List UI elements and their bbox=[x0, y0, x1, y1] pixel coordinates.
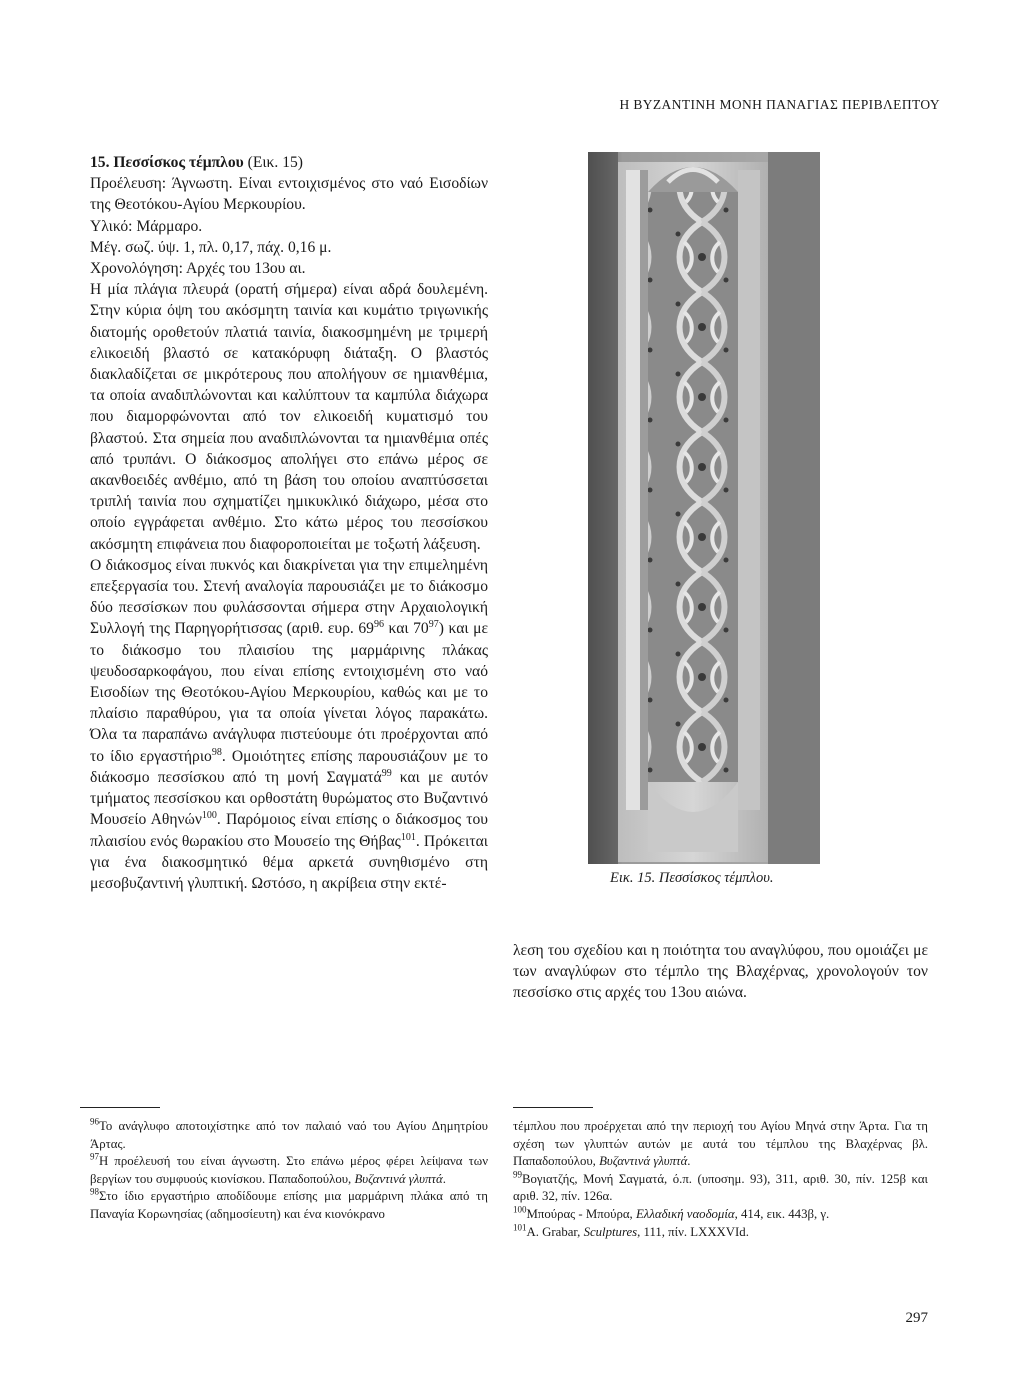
running-head: Η ΒΥΖΑΝΤΙΝΗ ΜΟΝΗ ΠΑΝΑΓΙΑΣ ΠΕΡΙΒΛΕΠΤΟΥ bbox=[619, 97, 940, 112]
footnote-italic: Ελλαδική ναοδομία bbox=[635, 1206, 735, 1221]
footnotes-right bbox=[513, 1118, 928, 1241]
footnotes-left bbox=[90, 1118, 488, 1224]
footnote-ref-101[interactable]: 101 bbox=[400, 831, 416, 843]
footnote-number: 98 bbox=[90, 1187, 99, 1198]
footnote-italic: Sculptures bbox=[583, 1224, 638, 1239]
footnote-number: 97 bbox=[90, 1151, 99, 1162]
text-run: . Πρόκειται για ένα διακοσμητικό θέμα αρκετά συνηθισμένο στη μεσοβυζαντινή γλυπτική. Ωστόσο, η ακρίβεια στην εκτέ- bbox=[90, 832, 488, 892]
main-column-left bbox=[90, 152, 488, 894]
footnote-text: τέμπλου που προέρχεται από την περιοχή του Αγίου Μηνά στην Άρτα. Για τη σχέση των γλυπτών αυτών με αυτά του τέμπλου της Βλαχέρνας βλ. Παπαδοπούλου, bbox=[513, 1119, 928, 1169]
footnote-text: Μπούρας - Μπούρα, bbox=[526, 1206, 636, 1221]
footnote-100 bbox=[513, 1206, 928, 1224]
footnote-rule-right bbox=[513, 1107, 593, 1108]
footnote-text: Το ανάγλυφο αποτοιχίστηκε από τον παλαιό ναό του Αγίου Δημητρίου Άρτας. bbox=[90, 1119, 488, 1151]
footnote-ref-98[interactable]: 98 bbox=[211, 746, 222, 758]
entry-material: Υλικό: Μάρμαρο. bbox=[90, 217, 203, 235]
entry-dimensions: Μέγ. σωζ. ύψ. 1, πλ. 0,17, πάχ. 0,16 μ. bbox=[90, 238, 332, 256]
footnote-number: 101 bbox=[513, 1222, 527, 1233]
right-wall bbox=[768, 152, 820, 864]
footnote-text: . bbox=[442, 1171, 446, 1186]
footnote-number: 100 bbox=[513, 1204, 527, 1215]
carved-pier-photo bbox=[588, 152, 820, 864]
text-run: . Παρόμοιος είναι επίσης ο διάκοσμος του πλαισίου ενός θωρακίου στο Μουσείο της Θήβας bbox=[90, 811, 488, 850]
footnote-99 bbox=[513, 1171, 928, 1206]
page-number: 297 bbox=[905, 1310, 928, 1326]
figure-caption: Εικ. 15. Πεσσίσκος τέμπλου. bbox=[610, 870, 774, 886]
footnote-number: 99 bbox=[513, 1169, 522, 1180]
footnote-text: , 414, εικ. 443β, γ. bbox=[734, 1206, 830, 1221]
entry-heading bbox=[90, 152, 488, 173]
footnote-text: Βογιατζής, Μονή Σαγματά, ό.π. (υποσημ. 93), 311, αριθ. 30, πίν. 125β και αριθ. 32, πίν. 126α. bbox=[513, 1171, 928, 1204]
footnote-101 bbox=[513, 1224, 928, 1242]
footnote-italic: Βυζαντινά γλυπτά bbox=[354, 1171, 443, 1186]
left-wall-shadow bbox=[588, 152, 618, 864]
plain-fillet bbox=[626, 170, 640, 810]
footnote-italic: Βυζαντινά γλυπτά bbox=[599, 1154, 688, 1169]
footnote-98 bbox=[90, 1188, 488, 1223]
entry-figure-ref: (Εικ. 15) bbox=[243, 154, 303, 171]
footnote-text: Στο ίδιο εργαστήριο αποδίδουμε επίσης μια μαρμάρινη πλάκα από τη Παναγία Κορωνησίας (αδημοσίευτη) και ένα κιονόκρανο bbox=[90, 1189, 488, 1221]
footnote-text: Η προέλευσή του είναι άγνωστη. Στο επάνω μέρος φέρει λείψανα των βεργίων του συμφυούς κιονίσκου. Παπαδοπούλου, bbox=[90, 1154, 488, 1186]
footnote-96 bbox=[90, 1118, 488, 1153]
footnote-ref-96[interactable]: 96 bbox=[373, 619, 384, 631]
text-run: . Ομοιότητες επίσης παρουσιάζουν με το διάκοσμο πεσσίσκου από τη μονή Σαγματά bbox=[90, 747, 488, 786]
footnote-text: A. Grabar, bbox=[526, 1224, 584, 1239]
footnote-text: . bbox=[687, 1154, 691, 1169]
footnote-ref-99[interactable]: 99 bbox=[381, 767, 392, 779]
text-run: και 70 bbox=[383, 620, 429, 638]
footnote-number: 96 bbox=[90, 1116, 99, 1127]
text-run: ) και με το διάκοσμο του πλαισίου της μαρμάρινης πλάκας ψευδοσαρκοφάγου, που είναι επίσης εντοιχισμένη στο ναό Εισοδίων της Θεοτόκου-Αγίου Μερκουρίου, καθώς και με το πλαίσιο παραθύρου, για τα οποία γίνεται λόγος παρακάτω. Όλα τα παραπάνω ανάγλυφα πιστεύουμε ότι προέρχονται από το ίδιο εργαστήριο bbox=[90, 620, 489, 765]
text-run: και με αυτόν τμήματος πεσσίσκου και ορθοστάτη θυρώματος στο Βυζαντινό Μουσείο Αθηνών bbox=[90, 768, 488, 829]
footnote-rule-left bbox=[80, 1107, 160, 1108]
comparison-paragraph bbox=[90, 555, 488, 894]
figure-photograph bbox=[588, 152, 820, 864]
scroll-band bbox=[648, 192, 738, 782]
triangular-moulding bbox=[640, 170, 648, 810]
right-fillet bbox=[738, 170, 760, 810]
entry-title: 15. Πεσσίσκος τέμπλου bbox=[90, 154, 244, 171]
footnote-97 bbox=[90, 1153, 488, 1188]
entry-dating: Χρονολόγηση: Αρχές του 13ου αι. bbox=[90, 260, 306, 278]
footnote-98-continued bbox=[513, 1118, 928, 1171]
entry-provenance: Προέλευση: Άγνωστη. Είναι εντοιχισμένος στο ναό Εισοδίων της Θεοτόκου-Αγίου Μερκουρίου. bbox=[90, 175, 488, 214]
footnote-ref-100[interactable]: 100 bbox=[201, 810, 217, 822]
footnote-text: , 111, πίν. LXXXVId. bbox=[637, 1224, 749, 1239]
footnote-ref-97[interactable]: 97 bbox=[428, 619, 439, 631]
text-run: Ο διάκοσμος είναι πυκνός και διακρίνεται για την επιμελημένη επεξεργασία του. Στενή αναλογία παρουσιάζει με το διάκοσμο δύο πεσσίσκων που φυλάσσονται σήμερα στην Αρχαιολογική Συλλογή της Παρηγορήτισσας (αριθ. ευρ. 69 bbox=[90, 556, 488, 638]
description-paragraph: Η μία πλάγια πλευρά (ορατή σήμερα) είναι αδρά δουλεμένη. Στην κύρια όψη του ακόσμητη ταινία και κυμάτιο τριγωνικής διατομής οροθετούν πλατιά ταινία, διακοσμημένη με τριμερή ελικοειδή βλαστό σε κατακόρυφη διάταξη. Ο βλαστός διακλαδίζεται σε μικρότερους που απολήγουν σε ημιανθέμια, τα οποία αναδιπλώνονται και καλύπτουν τα καμπύλα διάχωρα που διαμορφώνονται από τον ελικοειδή κυματισμό του βλαστού. Στα σημεία που αναδιπλώνονται τα ημιανθέμια οπές από τρυπάνι. Ο διάκοσμος απολήγει στο επάνω μέρος σε ακανθοειδές ανθέμιο, από τη βάση του οποίου αναπτύσσεται τριπλή ταινία που σχηματίζει ημικυκλικό διάχωρο, μέσα στο οποίο εγγράφεται ανθέμιο. Στο κάτω μέρος του πεσσίσκου ακόσμητη επιφάνεια που διαφοροποιείται με τοξωτή λάξευση. bbox=[90, 281, 488, 553]
main-column-right: λεση του σχεδίου και η ποιότητα του αναγλύφου, που ομοιάζει με των αναγλύφων στο τέμπλο της Βλαχέρνας, χρονολογούν τον πεσσίσκο στις αρχές του 13ου αιώνα. bbox=[513, 942, 928, 1002]
